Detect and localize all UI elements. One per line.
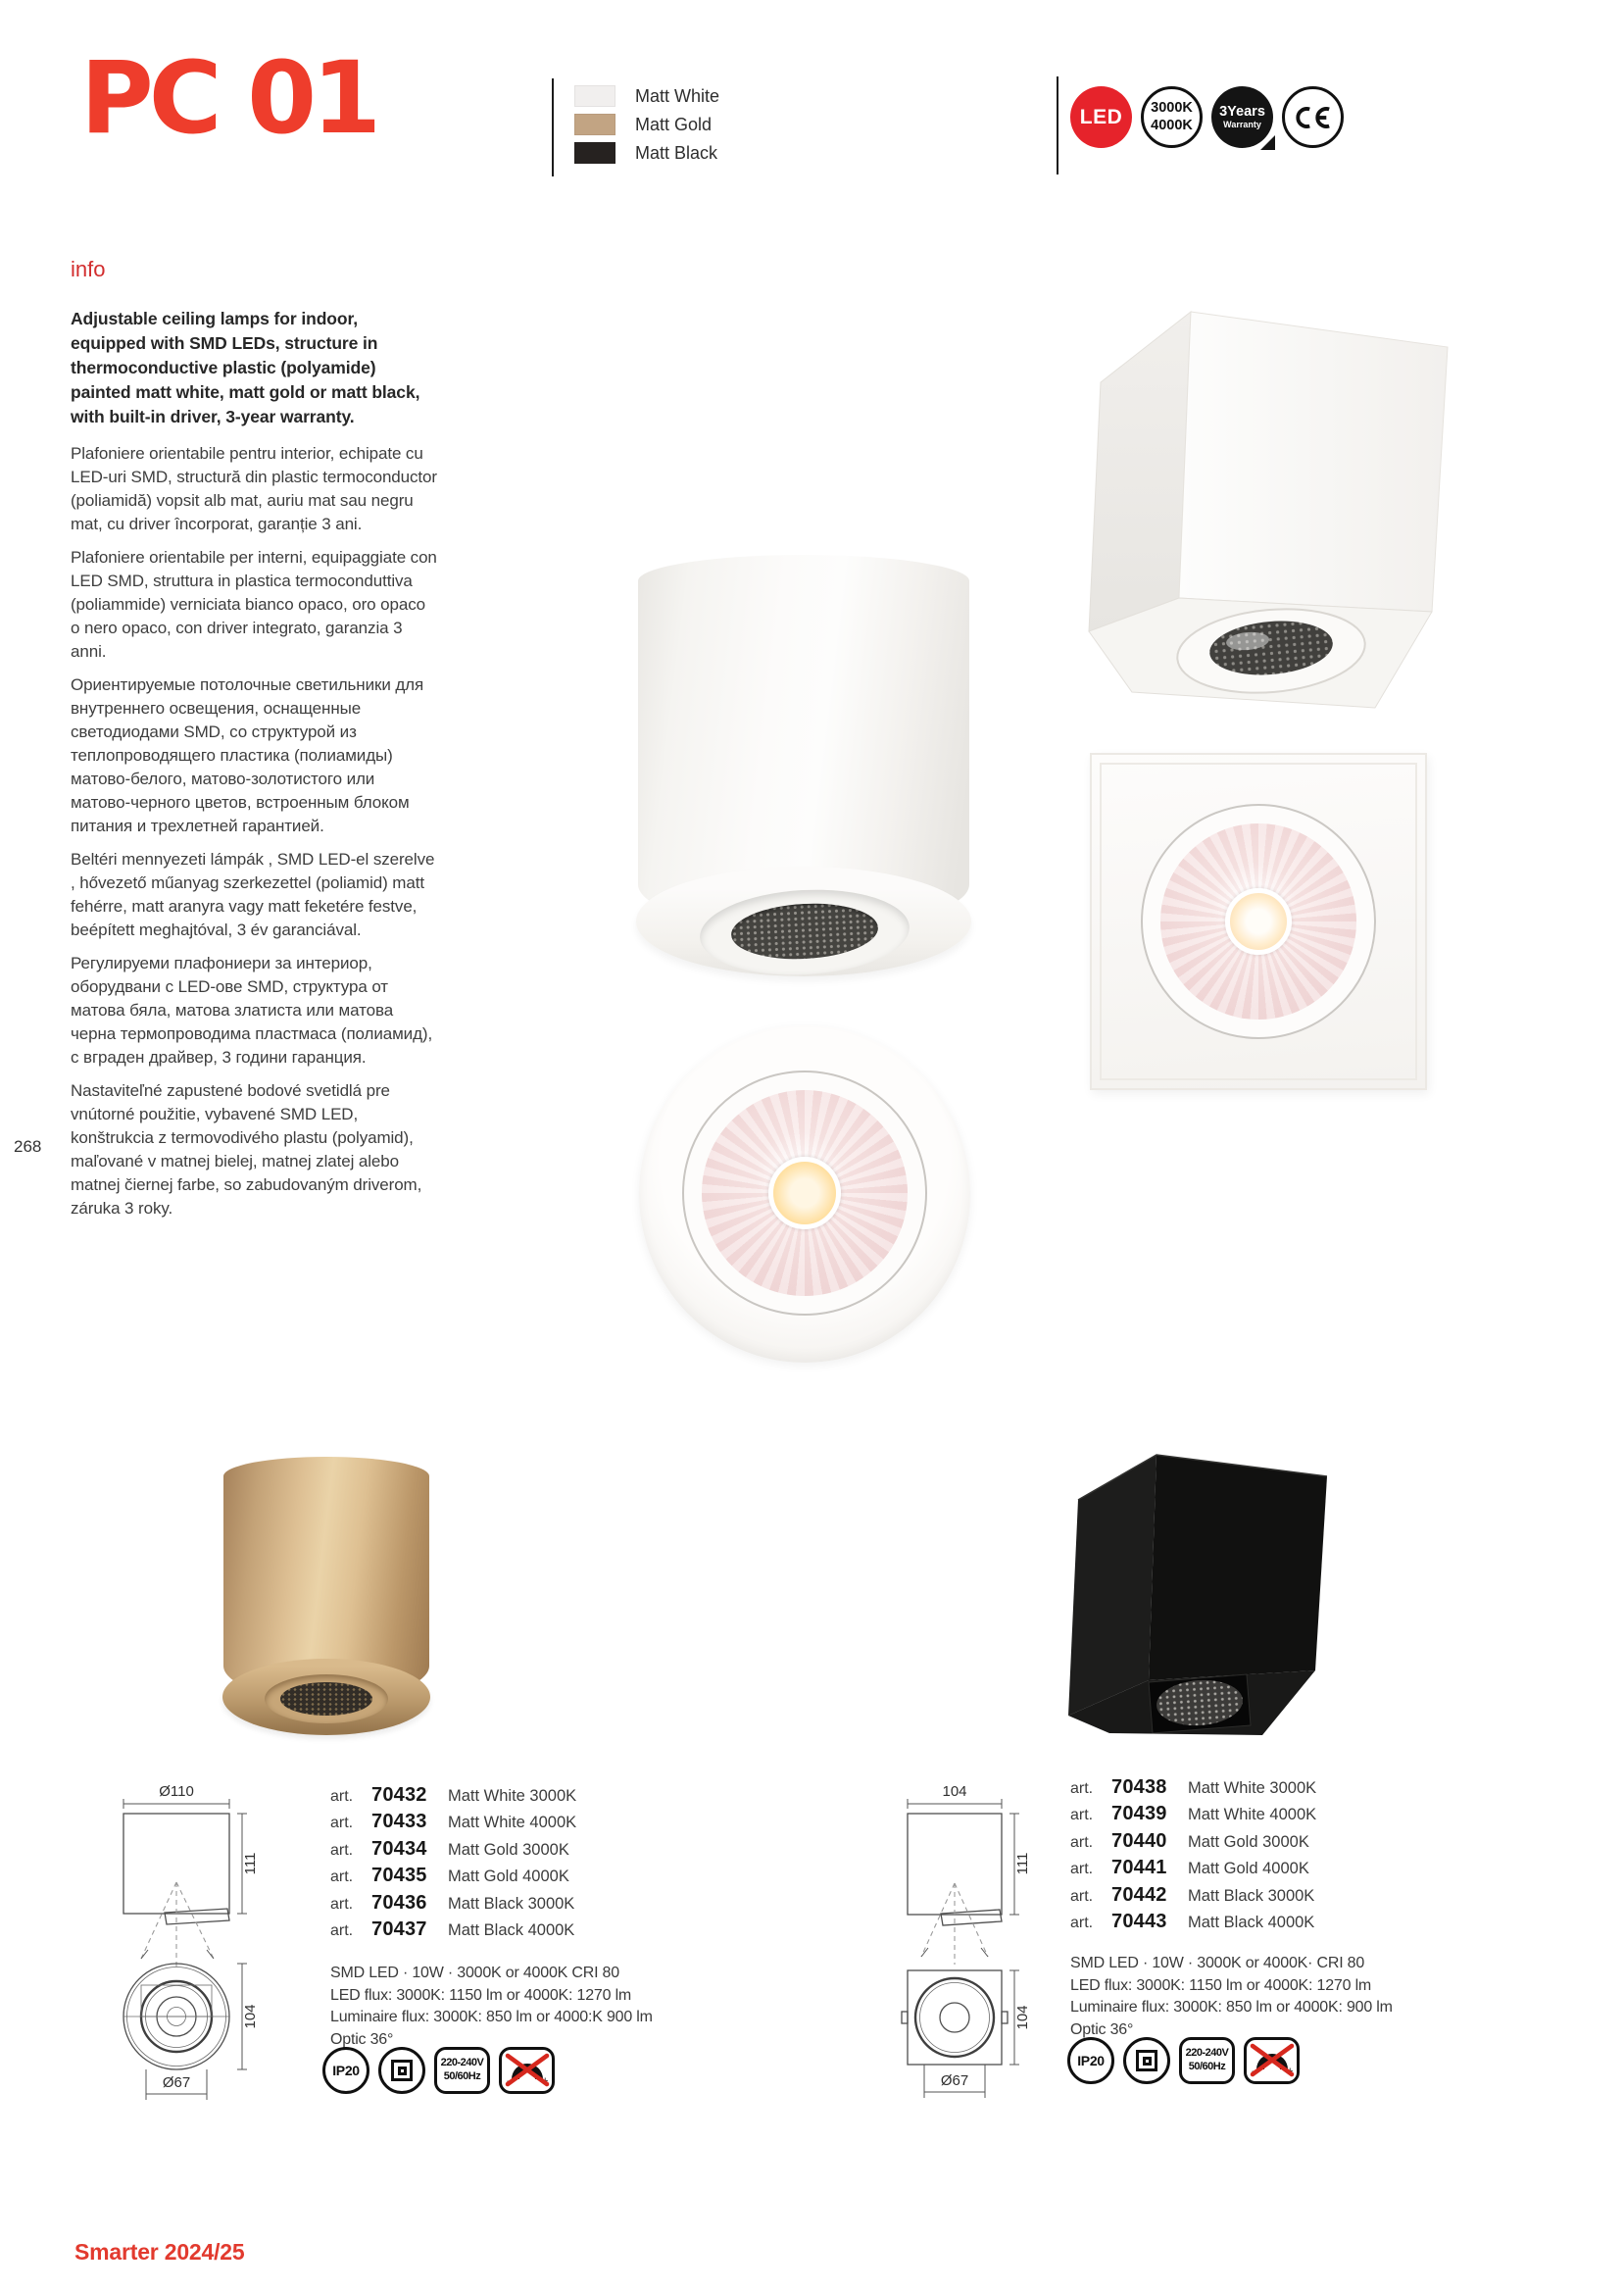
- art-code: 70434: [371, 1837, 427, 1860]
- art-finish: Matt White 4000K: [1188, 1806, 1317, 1824]
- table-row: [330, 1784, 576, 1811]
- finish-label: Matt Gold: [635, 114, 713, 134]
- spec-block-square: [1070, 1953, 1393, 2041]
- finish-swatch-white: [574, 85, 615, 107]
- cert-icons-round: [322, 2047, 555, 2094]
- finish-row: [574, 114, 719, 135]
- article-table-round: [330, 1784, 576, 1945]
- art-code: 70443: [1111, 1910, 1167, 1932]
- spec-line: Luminaire flux: 3000K: 850 lm or 4000K: 900 lm: [1070, 1999, 1393, 2016]
- art-code: 70439: [1111, 1803, 1167, 1825]
- dim-body-label: 104: [242, 2004, 259, 2029]
- tech-drawing-square: [900, 1784, 1096, 2113]
- art-finish: Matt Black 3000K: [448, 1894, 575, 1913]
- gold-cylinder-led-lens: [280, 1682, 372, 1716]
- table-row: [330, 1918, 576, 1945]
- art-finish: Matt Gold 3000K: [448, 1840, 569, 1859]
- art-label: art.: [330, 1841, 354, 1859]
- table-row: [1070, 1884, 1316, 1911]
- certification-badges: [1070, 86, 1344, 148]
- kelvin-4000: 4000K: [1151, 117, 1193, 133]
- catalog-footer: Smarter 2024/25: [74, 2239, 245, 2265]
- table-row: [1070, 1803, 1316, 1829]
- table-row: [1070, 1857, 1316, 1883]
- voltage-icon: [1179, 2037, 1235, 2084]
- product-photo-round-top-view: [639, 1025, 972, 1369]
- art-finish: Matt Gold 4000K: [1188, 1860, 1309, 1878]
- product-photo-white-cube: [1063, 286, 1460, 729]
- svg-text:+: +: [1286, 2066, 1293, 2077]
- art-code: 70442: [1111, 1883, 1167, 1906]
- art-label: art.: [330, 1815, 354, 1832]
- table-row: [330, 1892, 576, 1918]
- dim-lens-label: Ø67: [940, 2072, 969, 2089]
- art-finish: Matt Black 4000K: [1188, 1913, 1315, 1931]
- art-label: art.: [1070, 1780, 1094, 1797]
- page-number: 268: [14, 1137, 42, 1156]
- spec-line: Luminaire flux: 3000K: 850 lm or 4000:K 900 lm: [330, 2009, 653, 2025]
- square-panel-led-center: [1225, 888, 1292, 955]
- finish-row: [574, 85, 719, 107]
- warranty-word: Warranty: [1223, 119, 1261, 129]
- finish-label: Matt White: [635, 85, 720, 106]
- finish-legend: [574, 85, 719, 171]
- ip20-icon: IP20: [322, 2047, 369, 2094]
- dim-body-label: 104: [1014, 2005, 1031, 2030]
- led-badge-icon: LED: [1070, 86, 1132, 148]
- header-divider-right: [1057, 76, 1058, 174]
- info-column: [71, 257, 437, 1230]
- art-finish: Matt Black 4000K: [448, 1920, 575, 1939]
- spec-line: Optic 36°: [1070, 2020, 1134, 2038]
- art-code: 70438: [1111, 1776, 1167, 1798]
- table-row: [330, 1811, 576, 1837]
- dim-height-label: 111: [1014, 1852, 1031, 1875]
- art-code: 70441: [1111, 1857, 1167, 1879]
- page-title: PC 01: [80, 40, 377, 157]
- class2-insulation-icon: [1123, 2037, 1170, 2084]
- art-code: 70432: [371, 1784, 427, 1806]
- art-label: art.: [330, 1788, 354, 1805]
- description-hu: Beltéri mennyezeti lámpák , SMD LED-el szerelve , hővezető műanyag szerkezettel (poliamid) matt fehérre, matt aranyra vagy matt feketére festve, beépített meghajtóval, 3 év garanciával.: [71, 850, 435, 939]
- spec-line: SMD LED · 10W · 3000K or 4000K· CRI 80: [1070, 1955, 1365, 1971]
- table-row: [1070, 1776, 1316, 1803]
- voltage-line2: 50/60Hz: [443, 2070, 481, 2082]
- voltage-icon: [434, 2047, 490, 2094]
- description-it: Plafoniere orientabile per interni, equipaggiate con LED SMD, struttura in plastica termoconduttiva (poliammide) verniciata bianco opaco, oro opaco o nero opaco, con driver integrato, garanzia 3 anni.: [71, 548, 437, 661]
- spec-line: LED flux: 3000K: 1150 lm or 4000K: 1270 lm: [330, 1986, 632, 2004]
- art-label: art.: [1070, 1807, 1094, 1824]
- warranty-badge-tail: [1258, 133, 1275, 150]
- art-label: art.: [330, 1895, 354, 1913]
- table-row: [1070, 1830, 1316, 1857]
- table-row: [330, 1838, 576, 1865]
- product-photo-square-panel: [1090, 753, 1427, 1090]
- description-ru: Ориентируемые потолочные светильники для внутреннего освещения, оснащенные светодиодами SMD, со структурой из теплопроводящего пластика (полиамиды) матово-белого, матово-золотистого или матово-черного цветов, встроенным блоком питания и трехлетней гарантией.: [71, 675, 424, 835]
- table-row: [330, 1865, 576, 1891]
- art-label: art.: [330, 1921, 354, 1939]
- svg-text:-: -: [1251, 2066, 1255, 2077]
- voltage-line1: 220-240V: [440, 2057, 484, 2069]
- art-finish: Matt White 4000K: [448, 1814, 577, 1832]
- svg-text:-: -: [506, 2075, 511, 2087]
- art-code: 70435: [371, 1865, 427, 1887]
- description-ro: Plafoniere orientabile pentru interior, echipate cu LED-uri SMD, structură din plastic termoconductor (poliamidă) vopsit alb mat, auriu mat sau negru mat, cu driver încorporat, garanție 3 ani.: [71, 444, 437, 533]
- dim-width-label: 104: [942, 1784, 967, 1800]
- tech-drawing-round: [116, 1784, 312, 2113]
- table-row: [1070, 1911, 1316, 1937]
- non-dimmable-icon: [1244, 2037, 1300, 2084]
- non-dimmable-icon: [499, 2047, 555, 2094]
- art-label: art.: [1070, 1887, 1094, 1905]
- dim-lens-label: Ø67: [162, 2074, 191, 2091]
- product-photo-white-cylinder: [635, 545, 974, 984]
- voltage-line1: 220-240V: [1185, 2047, 1229, 2060]
- art-finish: Matt White 3000K: [448, 1787, 577, 1805]
- description-sk: Nastaviteľné zapustené bodové svetidlá pre vnútorné použitie, vybavené SMD LED, konštrukcia z termovodivého plastu (polyamid), maľované v matnej bielej, matnej zlatej alebo matnej čiernej farbe, so zabudovaným driverom, záruka 3 roky.: [71, 1081, 422, 1218]
- color-temperature-badge-icon: [1141, 86, 1203, 148]
- spec-line: SMD LED · 10W · 3000K or 4000K CRI 80: [330, 1965, 619, 1981]
- class2-insulation-icon: [378, 2047, 425, 2094]
- ip20-icon: IP20: [1067, 2037, 1114, 2084]
- spec-block-round: [330, 1963, 653, 2051]
- article-table-square: [1070, 1776, 1316, 1937]
- warranty-badge-icon: [1211, 86, 1273, 148]
- ce-mark-icon: [1282, 86, 1344, 148]
- cert-icons-square: [1067, 2037, 1300, 2084]
- product-photo-black-cube: [1055, 1433, 1341, 1739]
- art-finish: Matt Gold 4000K: [448, 1868, 569, 1886]
- kelvin-3000: 3000K: [1151, 100, 1193, 117]
- description-bg: Регулируеми плафониери за интериор, оборудвани с LED-ове SMD, структура от матова бяла, матова златиста или матова черна термопроводима пластмаса (полиамид), с вграден драйвер, 3 години гаранция.: [71, 954, 433, 1067]
- art-label: art.: [330, 1868, 354, 1886]
- svg-text:+: +: [541, 2075, 548, 2087]
- finish-swatch-gold: [574, 114, 615, 135]
- art-finish: Matt Black 3000K: [1188, 1886, 1315, 1905]
- warranty-years: 3Years: [1219, 103, 1265, 120]
- voltage-line2: 50/60Hz: [1188, 2061, 1226, 2072]
- spec-line: LED flux: 3000K: 1150 lm or 4000K: 1270 lm: [1070, 1976, 1372, 1994]
- finish-row: [574, 142, 719, 164]
- art-code: 70437: [371, 1917, 427, 1940]
- art-code: 70436: [371, 1891, 427, 1914]
- finish-swatch-black: [574, 142, 615, 164]
- art-code: 70433: [371, 1811, 427, 1833]
- art-label: art.: [1070, 1914, 1094, 1931]
- finish-label: Matt Black: [635, 142, 718, 163]
- spec-line: Optic 36°: [330, 2030, 394, 2048]
- dim-diameter-label: Ø110: [159, 1784, 194, 1800]
- product-photo-gold-cylinder: [221, 1449, 431, 1745]
- info-heading: info: [71, 257, 106, 281]
- art-finish: Matt Gold 3000K: [1188, 1832, 1309, 1851]
- art-label: art.: [1070, 1833, 1094, 1851]
- art-finish: Matt White 3000K: [1188, 1779, 1317, 1797]
- round-view-led-center: [768, 1157, 841, 1229]
- art-label: art.: [1070, 1861, 1094, 1878]
- dim-height-label: 111: [242, 1852, 259, 1875]
- header-divider-left: [552, 78, 554, 176]
- description-en: Adjustable ceiling lamps for indoor, equipped with SMD LEDs, structure in thermoconductive plastic (polyamide) painted matt white, matt gold or matt black, with built-in driver, 3-year warranty.: [71, 309, 420, 426]
- art-code: 70440: [1111, 1829, 1167, 1852]
